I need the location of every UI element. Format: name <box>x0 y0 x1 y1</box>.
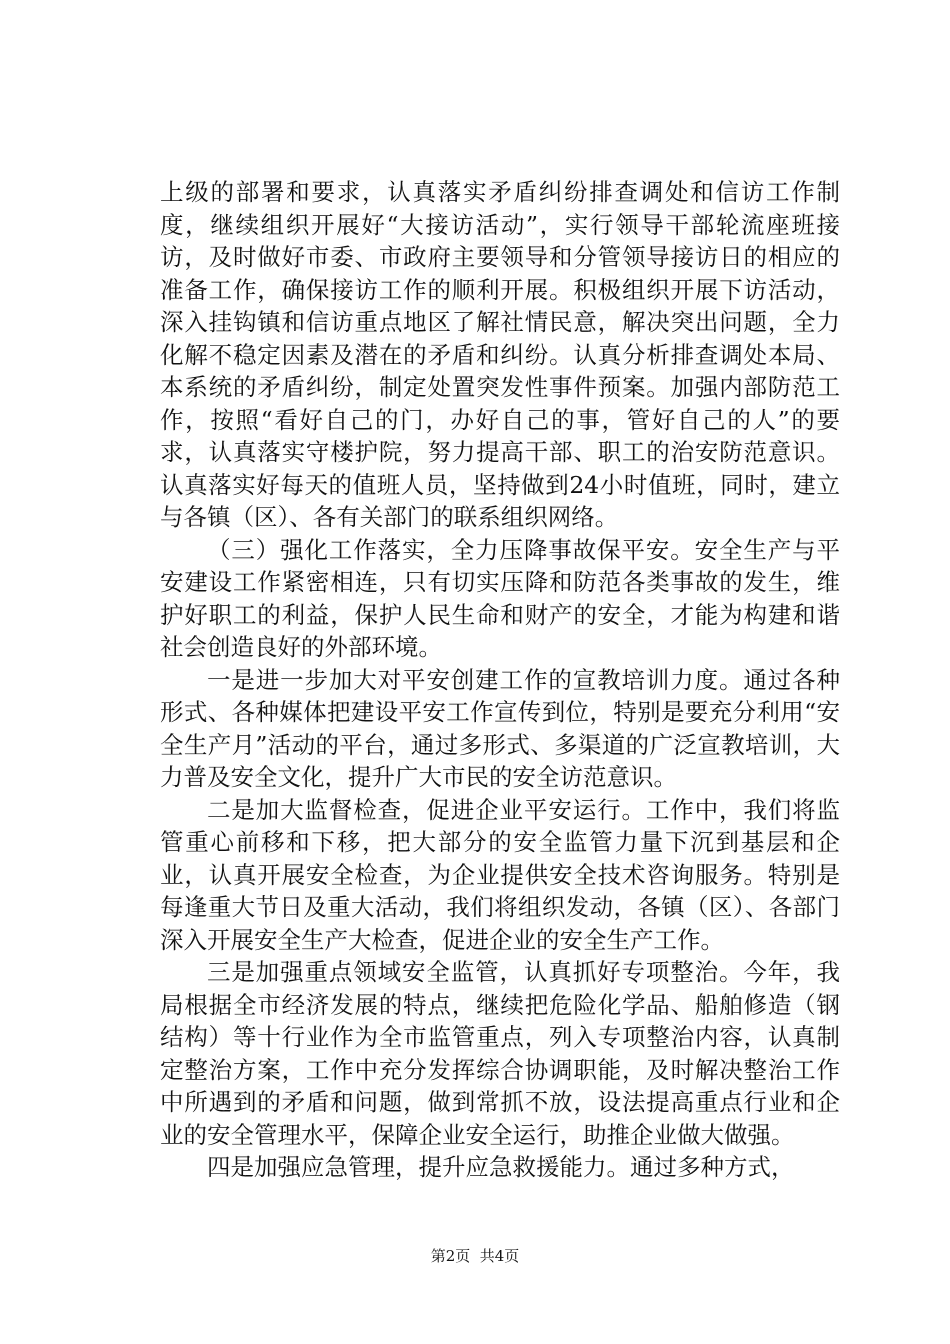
paragraph-point-one: 一是进一步加大对平安创建工作的宣教培训力度。通过各种形式、各种媒体把建设平安工作宣传到位，特别是要充分利用“安全生产月”活动的平台，通过多形式、多渠道的广泛宣教培训，大力普及安全文化，提升广大市民的安全访范意识。 <box>160 665 840 791</box>
paragraph-section-three: （三）强化工作落实，全力压降事故保平安。安全生产与平安建设工作紧密相连，只有切实压降和防范各类事故的发生，维护好职工的利益，保护人民生命和财产的安全，才能为构建和谐社会创造良好的外部环境。 <box>160 535 840 661</box>
paragraph-point-three: 三是加强重点领域安全监管，认真抓好专项整治。今年，我局根据全市经济发展的特点，继续把危险化学品、船舶修造（钢结构）等十行业作为全市监管重点，列入专项整治内容，认真制定整治方案，工作中充分发挥综合协调职能，及时解决整治工作中所遇到的矛盾和问题，做到常抓不放，设法提高重点行业和企业的安全管理水平，保障企业安全运行，助推企业做大做强。 <box>160 958 840 1149</box>
paragraph-point-four: 四是加强应急管理，提升应急救援能力。通过多种方式， <box>207 1153 795 1181</box>
paragraph-point-two: 二是加大监督检查，促进企业平安运行。工作中，我们将监管重心前移和下移，把大部分的安全监管力量下沉到基层和企业，认真开展安全检查，为企业提供安全技术咨询服务。特别是每逢重大节日及重大活动，我们将组织发动，各镇（区）、各部门深入开展安全生产大检查，促进企业的安全生产工作。 <box>160 795 840 954</box>
page-footer: 第2页 共4页 <box>430 1247 520 1265</box>
document-body <box>160 176 840 1184</box>
paragraph-continuation: 上级的部署和要求，认真落实矛盾纠纷排查调处和信访工作制度，继续组织开展好“大接访活动”，实行领导干部轮流座班接访，及时做好市委、市政府主要领导和分管领导接访日的相应的准备工作，确保接访工作的顺利开展。积极组织开展下访活动，深入挂钩镇和信访重点地区了解社情民意，解决突出问题，全力化解不稳定因素及潜在的矛盾和纠纷。认真分析排查调处本局、本系统的矛盾纠纷，制定处置突发性事件预案。加强内部防范工作，按照“看好自己的门，办好自己的事，管好自己的人”的要求，认真落实守楼护院，努力提高干部、职工的治安防范意识。认真落实好每天的值班人员，坚持做到24小时值班，同时，建立与各镇（区）、各有关部门的联系组织网络。 <box>160 178 840 531</box>
